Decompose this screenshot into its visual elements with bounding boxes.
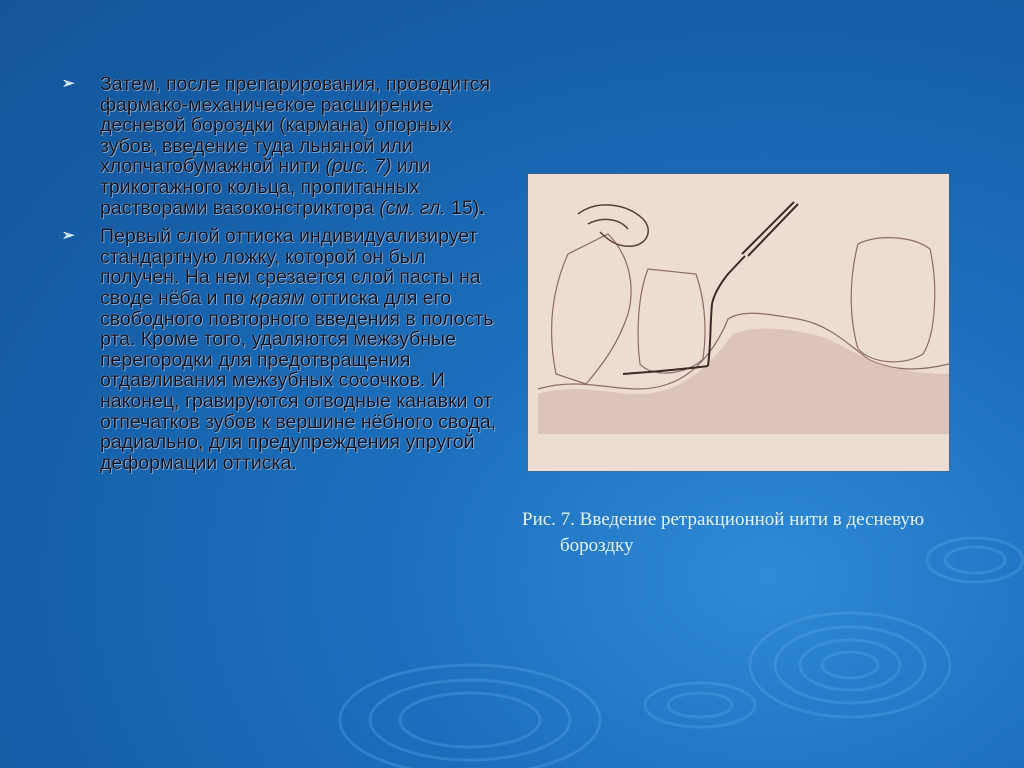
bullet-1-segment: (рис. 7) [325,155,392,178]
dental-sketch-illustration [528,174,949,471]
arrow-bullet-icon: ➢ [62,75,75,92]
bullet-1-segment: Затем, после препарирования, проводится фармако-механическое расширение десневой бороздки (кармана) опорных зубов, введение туда льняной или хлопчатобумажной нити [100,73,491,178]
bullet-1-text [100,74,502,218]
bullet-1-segment: . [479,196,485,219]
arrow-bullet-icon: ➢ [62,227,75,245]
bullet-2 [62,226,502,473]
bullet-1-segment: (см. гл. [379,196,446,219]
bullet-2-segment: Первый слой оттиска индивидуализирует стандартную ложку, которой он был получен. На нем срезается слой пасты на своде нёба и по [100,225,481,309]
bullet-2-text [100,226,502,473]
figure-caption-line-2: бороздку [560,535,634,556]
figure-caption-line-1: Рис. 7. Введение ретракционной нити в десневую [522,509,925,530]
bullet-1 [62,74,502,218]
bullet-2-segment: оттиска для его свободного повторного введения в полость рта. Кроме того, удаляются межзубные перегородки для предотвращения отдавливания межзубных сосочков. И наконец, гравируются отводные канавки от отпечатков зубов к вершине нёбного свода, радиально, для предупреждения упругой деформации оттиска. [100,286,497,474]
figure-retraction-cord [528,174,949,471]
bullet-2-segment: краям [249,286,305,309]
bullet-1-segment: или трикотажного кольца, пропитанных растворами вазоконстриктора [100,155,430,219]
body-text [62,74,502,481]
bullet-1-segment: 15) [445,196,480,219]
figure-caption [522,507,1022,559]
